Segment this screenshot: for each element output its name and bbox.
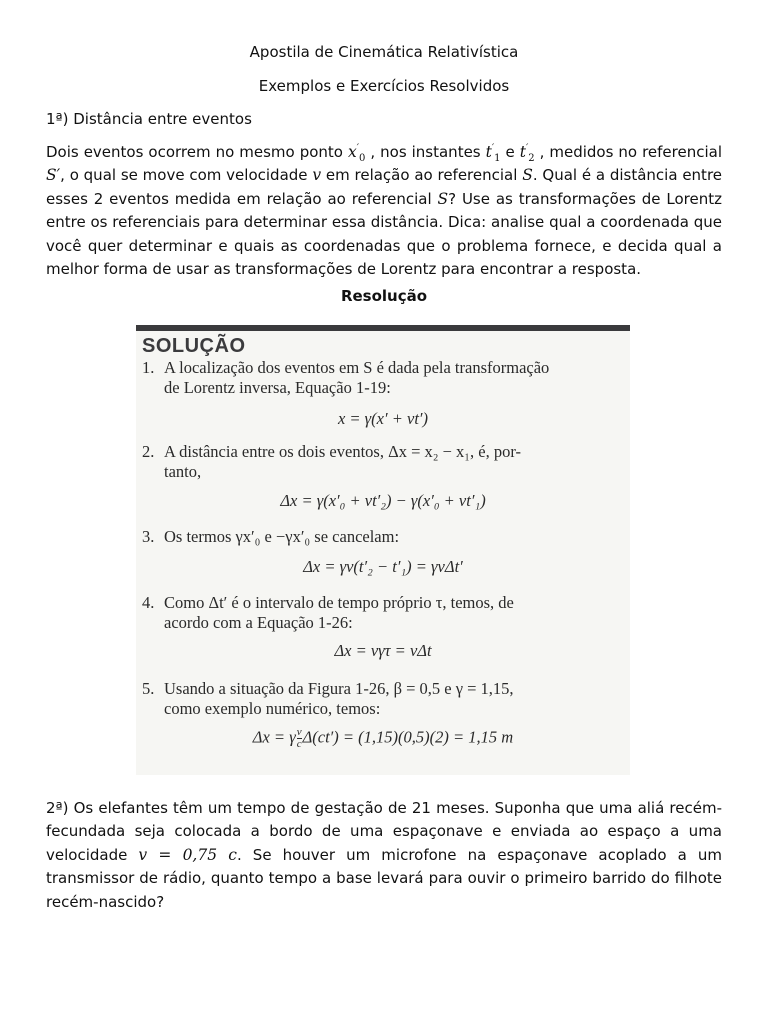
q1-text: , medidos no referencial <box>534 143 722 161</box>
math-t1-prime: $t'_1$ <box>485 142 501 165</box>
solution-step-3 <box>142 527 622 547</box>
eq5-right: Δ(ct′) = (1,15)(0,5)(2) = 1,15 m <box>302 727 514 747</box>
step-number: 4. <box>142 593 155 612</box>
step-text: acordo com a Equação 1-26: <box>164 613 353 632</box>
resolution-heading: Resolução <box>340 287 428 305</box>
step-text: tanto, <box>164 462 202 481</box>
equation-5 <box>136 727 630 750</box>
math-s: S <box>437 189 449 208</box>
step-text: Como Δt′ é o intervalo de tempo próprio τ, temos, de <box>164 593 514 612</box>
step-text: A distância entre os dois eventos, Δx = x₂ − x₁, é, por- <box>164 442 522 461</box>
q2-text: 2ª) Os elefantes têm um tempo de gestação de 21 meses. Suponha que uma aliá recém-fecundada seja colocada a bordo de uma espaçonave e enviada ao espaço a uma velocidade <box>46 799 722 864</box>
solution-step-4 <box>142 593 622 633</box>
question-2-body <box>46 797 722 914</box>
eq5-fraction <box>297 727 302 750</box>
solution-step-1 <box>142 358 622 398</box>
q1-text: em relação ao referencial <box>321 166 523 185</box>
equation-3: Δx = γv(t′₂ − t′₁) = γvΔt′ <box>303 557 463 576</box>
solution-scan-image <box>136 325 630 775</box>
step-number: 5. <box>142 679 155 698</box>
step-text: de Lorentz inversa, Equação 1-19: <box>164 378 391 397</box>
fraction-denominator: c <box>296 738 302 750</box>
equation-2: Δx = γ(x′₀ + vt′₂) − γ(x′₀ + vt′₁) <box>280 491 486 510</box>
step-text: Usando a situação da Figura 1-26, β = 0,5 e γ = 1,15, <box>164 679 514 698</box>
q1-text: e <box>500 143 520 161</box>
step-number: 1. <box>142 358 155 377</box>
equation-1: x = γ(x′ + vt′) <box>337 409 429 428</box>
math-s: S <box>522 166 533 185</box>
math-t2-prime: $t'_2$ <box>519 142 535 165</box>
step-number: 3. <box>142 527 155 546</box>
math-x0-prime: $x'_0$ <box>347 142 366 165</box>
math-velocity: v = 0,75 c <box>138 845 237 864</box>
eq5-left: Δx = γ <box>252 727 296 747</box>
document-subtitle: Exemplos e Exercícios Resolvidos <box>258 77 510 95</box>
q1-text: , nos instantes <box>365 143 486 161</box>
step-number: 2. <box>142 442 155 461</box>
step-text: como exemplo numérico, temos: <box>164 699 381 718</box>
q1-text: Dois eventos ocorrem no mesmo ponto <box>46 143 348 161</box>
scan-top-bar <box>136 325 630 331</box>
q2-text: . Se houver um microfone na espaçonave acoplado a um transmissor de rádio, quanto tempo a base levará para ouvir o primeiro barrido do filhote recém-nascido? <box>46 845 723 911</box>
fraction-numerator: v <box>296 726 302 738</box>
step-text: A localização dos eventos em S é dada pela transformação <box>164 358 550 377</box>
step-text: Os termos γx′₀ e −γx′₀ se cancelam: <box>164 527 400 546</box>
solution-step-5 <box>142 679 622 719</box>
question-1-heading: 1ª) Distância entre eventos <box>46 110 252 128</box>
q1-text: ? Use as transformações de Lorentz entre os referenciais para determinar essa distância. Dica: analise qual a coordenada que você quer determinar e quais as coordenadas que o problema fornece, e decida qual a melhor forma de usar as transformações de Lorentz para encontrar a resposta. <box>46 189 722 279</box>
q1-text: , o qual se move com velocidade <box>60 166 313 185</box>
equation-4: Δx = vγτ = vΔt <box>334 641 432 660</box>
solution-step-2 <box>142 442 622 482</box>
document-title: Apostila de Cinemática Relativística <box>249 43 519 61</box>
math-s-prime: S′ <box>46 166 61 185</box>
solution-title: SOLUÇÃO <box>142 335 246 357</box>
math-v: v <box>312 166 322 185</box>
q1-text: . Qual é a distância entre esses 2 eventos medida em relação ao referencial <box>46 166 723 208</box>
question-1-body <box>46 141 722 281</box>
